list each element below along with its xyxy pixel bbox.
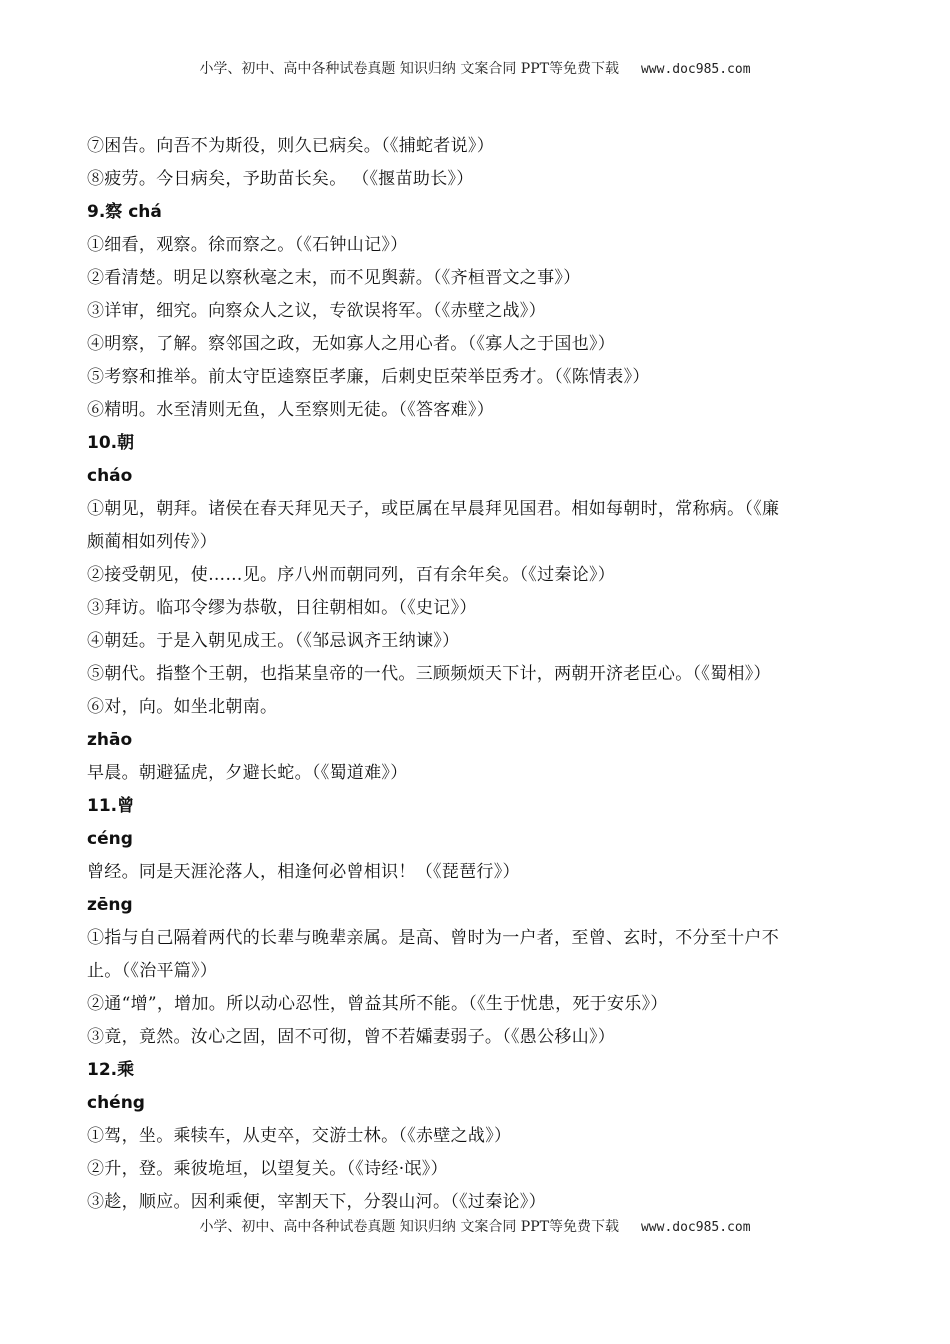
definition-line: ②看清楚。明足以察秋毫之末，而不见舆薪。（《齐桓晋文之事》） — [87, 268, 581, 288]
definition-line: ④朝廷。于是入朝见成王。（《邹忌讽齐王纳谏》） — [87, 631, 460, 651]
definition-line: ⑥对，向。如坐北朝南。 — [87, 697, 278, 717]
definition-line: 早晨。朝避猛虎，夕避长蛇。（《蜀道难》） — [87, 763, 408, 783]
pinyin-heading: céng — [87, 829, 133, 849]
definition-line: ①驾，坐。乘犊车，从吏卒，交游士林。（《赤壁之战》） — [87, 1126, 512, 1146]
pinyin-heading: zhāo — [87, 730, 133, 750]
definition-line: ①细看，观察。徐而察之。（《石钟山记》） — [87, 235, 408, 255]
footer-url[interactable]: www.doc985.com — [640, 1220, 751, 1235]
footer-text: 小学、初中、高中各种试卷真题 知识归纳 文案合同 PPT等免费下载 — [199, 1219, 619, 1235]
page-footer — [0, 1216, 950, 1236]
definition-line: ③详审，细究。向察众人之议，专欲误将军。（《赤壁之战》） — [87, 301, 546, 321]
entry-heading: 9.察 chá — [87, 202, 162, 222]
definition-line: ③趁，顺应。因利乘便，宰割天下，分裂山河。（《过秦论》） — [87, 1192, 546, 1212]
definition-line: ②通“增”，增加。所以动心忍性，曾益其所不能。（《生于忧患，死于安乐》） — [87, 994, 668, 1014]
entry-heading: 12.乘 — [87, 1060, 135, 1080]
definition-line: 止。（《治平篇》） — [87, 961, 218, 981]
definition-line: ③拜访。临邛令缪为恭敬，日往朝相如。（《史记》） — [87, 598, 477, 618]
document-body — [87, 130, 867, 1219]
entry-heading: 10.朝 — [87, 433, 135, 453]
definition-line: 曾经。同是天涯沦落人，相逢何必曾相识！（《琵琶行》） — [87, 862, 520, 882]
pinyin-heading: chéng — [87, 1093, 145, 1113]
definition-line: ⑤朝代。指整个王朝，也指某皇帝的一代。三顾频烦天下计，两朝开济老臣心。（《蜀相》） — [87, 664, 771, 684]
definition-line: ⑧疲劳。今日病矣，予助苗长矣。 （《揠苗助长》） — [87, 169, 474, 189]
entry-heading: 11.曾 — [87, 796, 135, 816]
definition-line: ⑦困告。向吾不为斯役，则久已病矣。（《捕蛇者说》） — [87, 136, 494, 156]
definition-line: ①朝见，朝拜。诸侯在春天拜见天子，或臣属在早晨拜见国君。相如每朝时，常称病。（《廉 — [87, 499, 780, 519]
definition-line: ⑥精明。水至清则无鱼，人至察则无徒。（《答客难》） — [87, 400, 494, 420]
definition-line: ①指与自己隔着两代的长辈与晚辈亲属。是高、曾时为一户者，至曾、玄时，不分至十户不 — [87, 928, 779, 948]
definition-line: ②升，登。乘彼垝垣，以望复关。（《诗经·氓》） — [87, 1159, 448, 1179]
pinyin-heading: zēng — [87, 895, 133, 915]
pinyin-heading: cháo — [87, 466, 133, 486]
definition-line: 颇蔺相如列传》） — [87, 532, 217, 552]
definition-line: ②接受朝见，使……见。序八州而朝同列，百有余年矣。（《过秦论》） — [87, 565, 616, 585]
header-url[interactable]: www.doc985.com — [640, 62, 751, 77]
definition-line: ③竟，竟然。汝心之固，固不可彻，曾不若孀妻弱子。（《愚公移山》） — [87, 1027, 616, 1047]
page-header — [0, 58, 950, 78]
definition-line: ⑤考察和推举。前太守臣逵察臣孝廉，后刺史臣荣举臣秀才。（《陈情表》） — [87, 367, 650, 387]
header-text: 小学、初中、高中各种试卷真题 知识归纳 文案合同 PPT等免费下载 — [199, 61, 619, 77]
definition-line: ④明察，了解。察邻国之政，无如寡人之用心者。（《寡人之于国也》） — [87, 334, 616, 354]
